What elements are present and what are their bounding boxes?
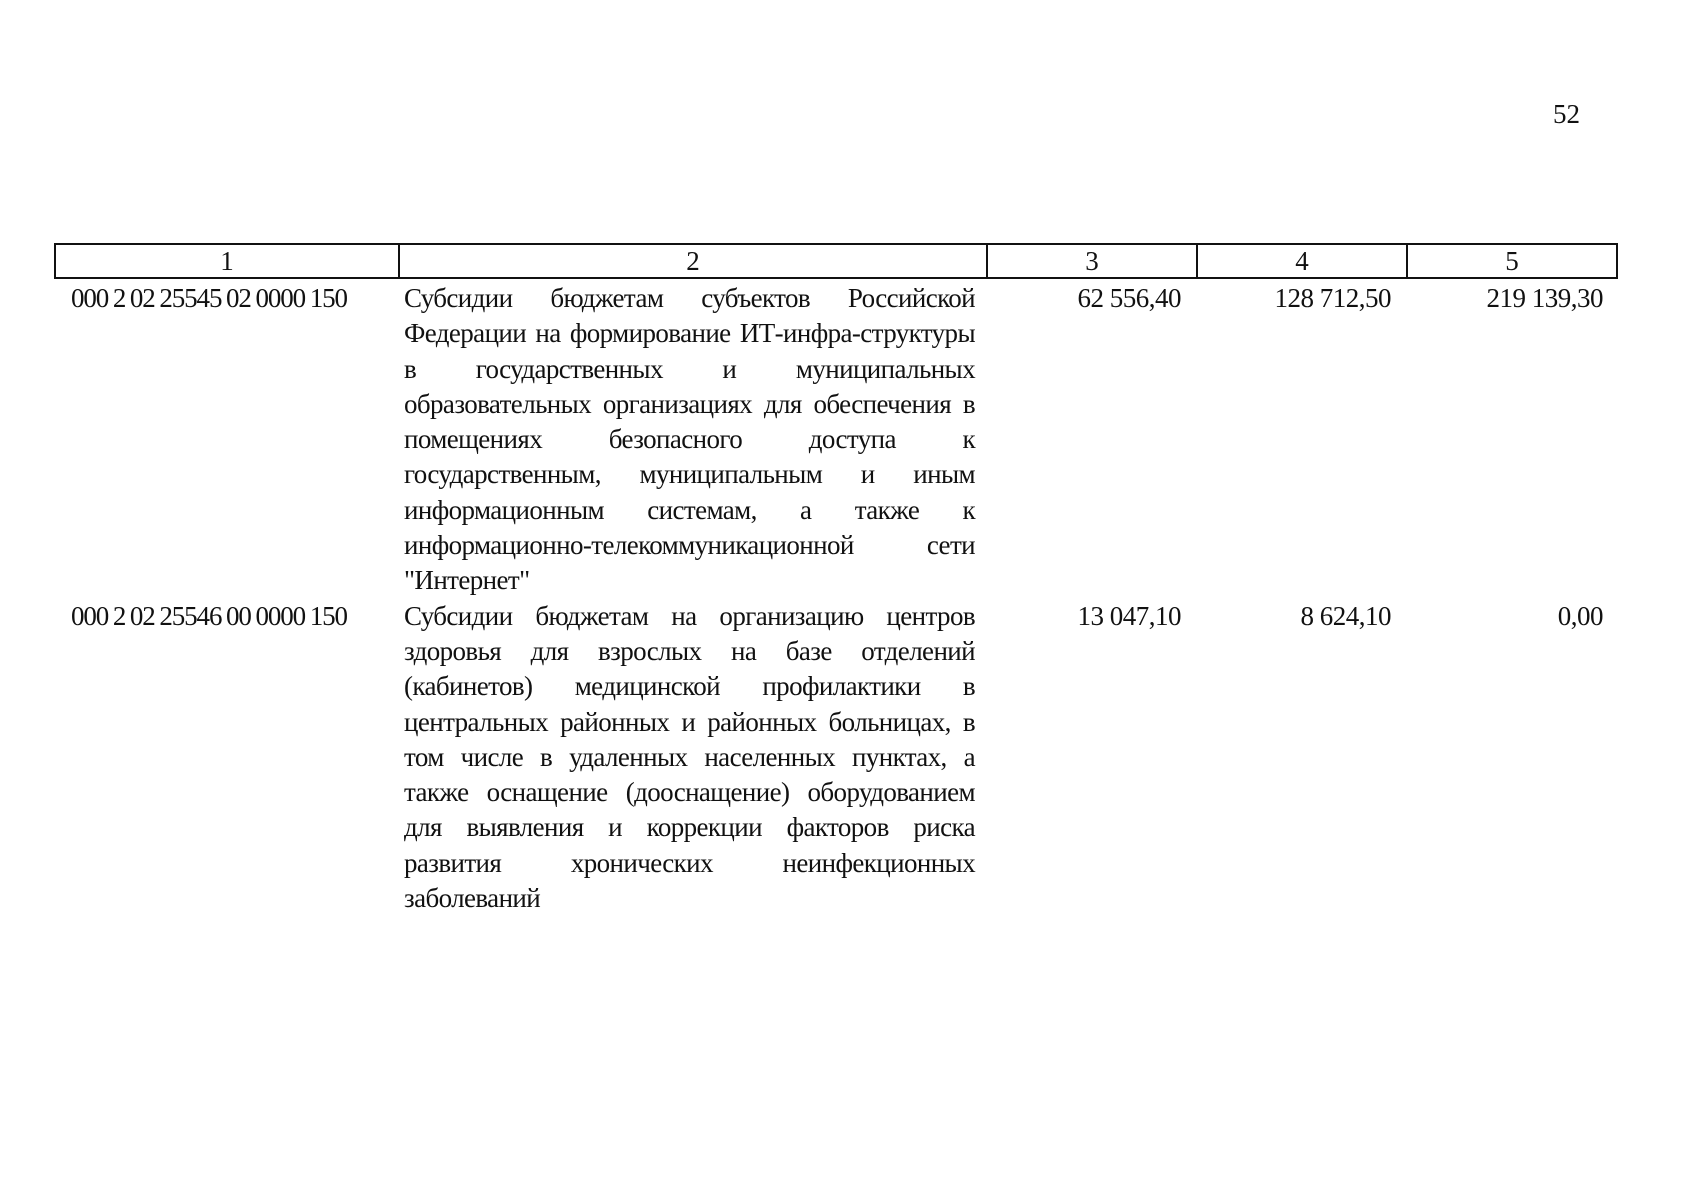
page-number: 52 [1553,99,1580,129]
value-column-5: 0,00 [1557,600,1603,631]
table-body [55,278,1617,916]
value-column-5: 219 139,30 [1486,283,1603,313]
column-header-1: 1 [55,244,399,278]
value-column-3: 13 047,10 [1077,600,1181,631]
row-description: Субсидии бюджетам на организацию центров здоровья для взрослых на базе отделений (кабинетов) медицинской профилактики в центральных районных и районных больницах, в том числе в удаленных населенных пунктах, а также оснащение (дооснащение) оборудованием для выявления и коррекции факторов риска развития хронических неинфекционных заболеваний [404,600,975,914]
table-row [55,278,1617,599]
column-header-5: 5 [1407,244,1617,278]
budget-code: 000 2 02 25545 02 0000 150 [71,283,347,313]
value-column-4: 8 624,10 [1300,600,1391,631]
budget-table [54,243,1618,916]
column-header-2: 2 [399,244,987,278]
table-header [55,244,1617,278]
value-column-3: 62 556,40 [1077,283,1181,313]
row-description: Субсидии бюджетам субъектов Российской Федерации на формирование ИТ-инфра-структуры в государственных и муниципальных образовательных организациях для обеспечения в помещениях безопасного доступа к государственным, муниципальным и иным информационным системам, а также к информационно-телекоммуникационной сети "Интернет" [404,283,975,596]
column-header-3: 3 [987,244,1197,278]
column-header-4: 4 [1197,244,1407,278]
value-column-4: 128 712,50 [1274,283,1391,313]
table-row [55,599,1617,917]
budget-code: 000 2 02 25546 00 0000 150 [71,600,347,631]
header-row [55,244,1617,278]
